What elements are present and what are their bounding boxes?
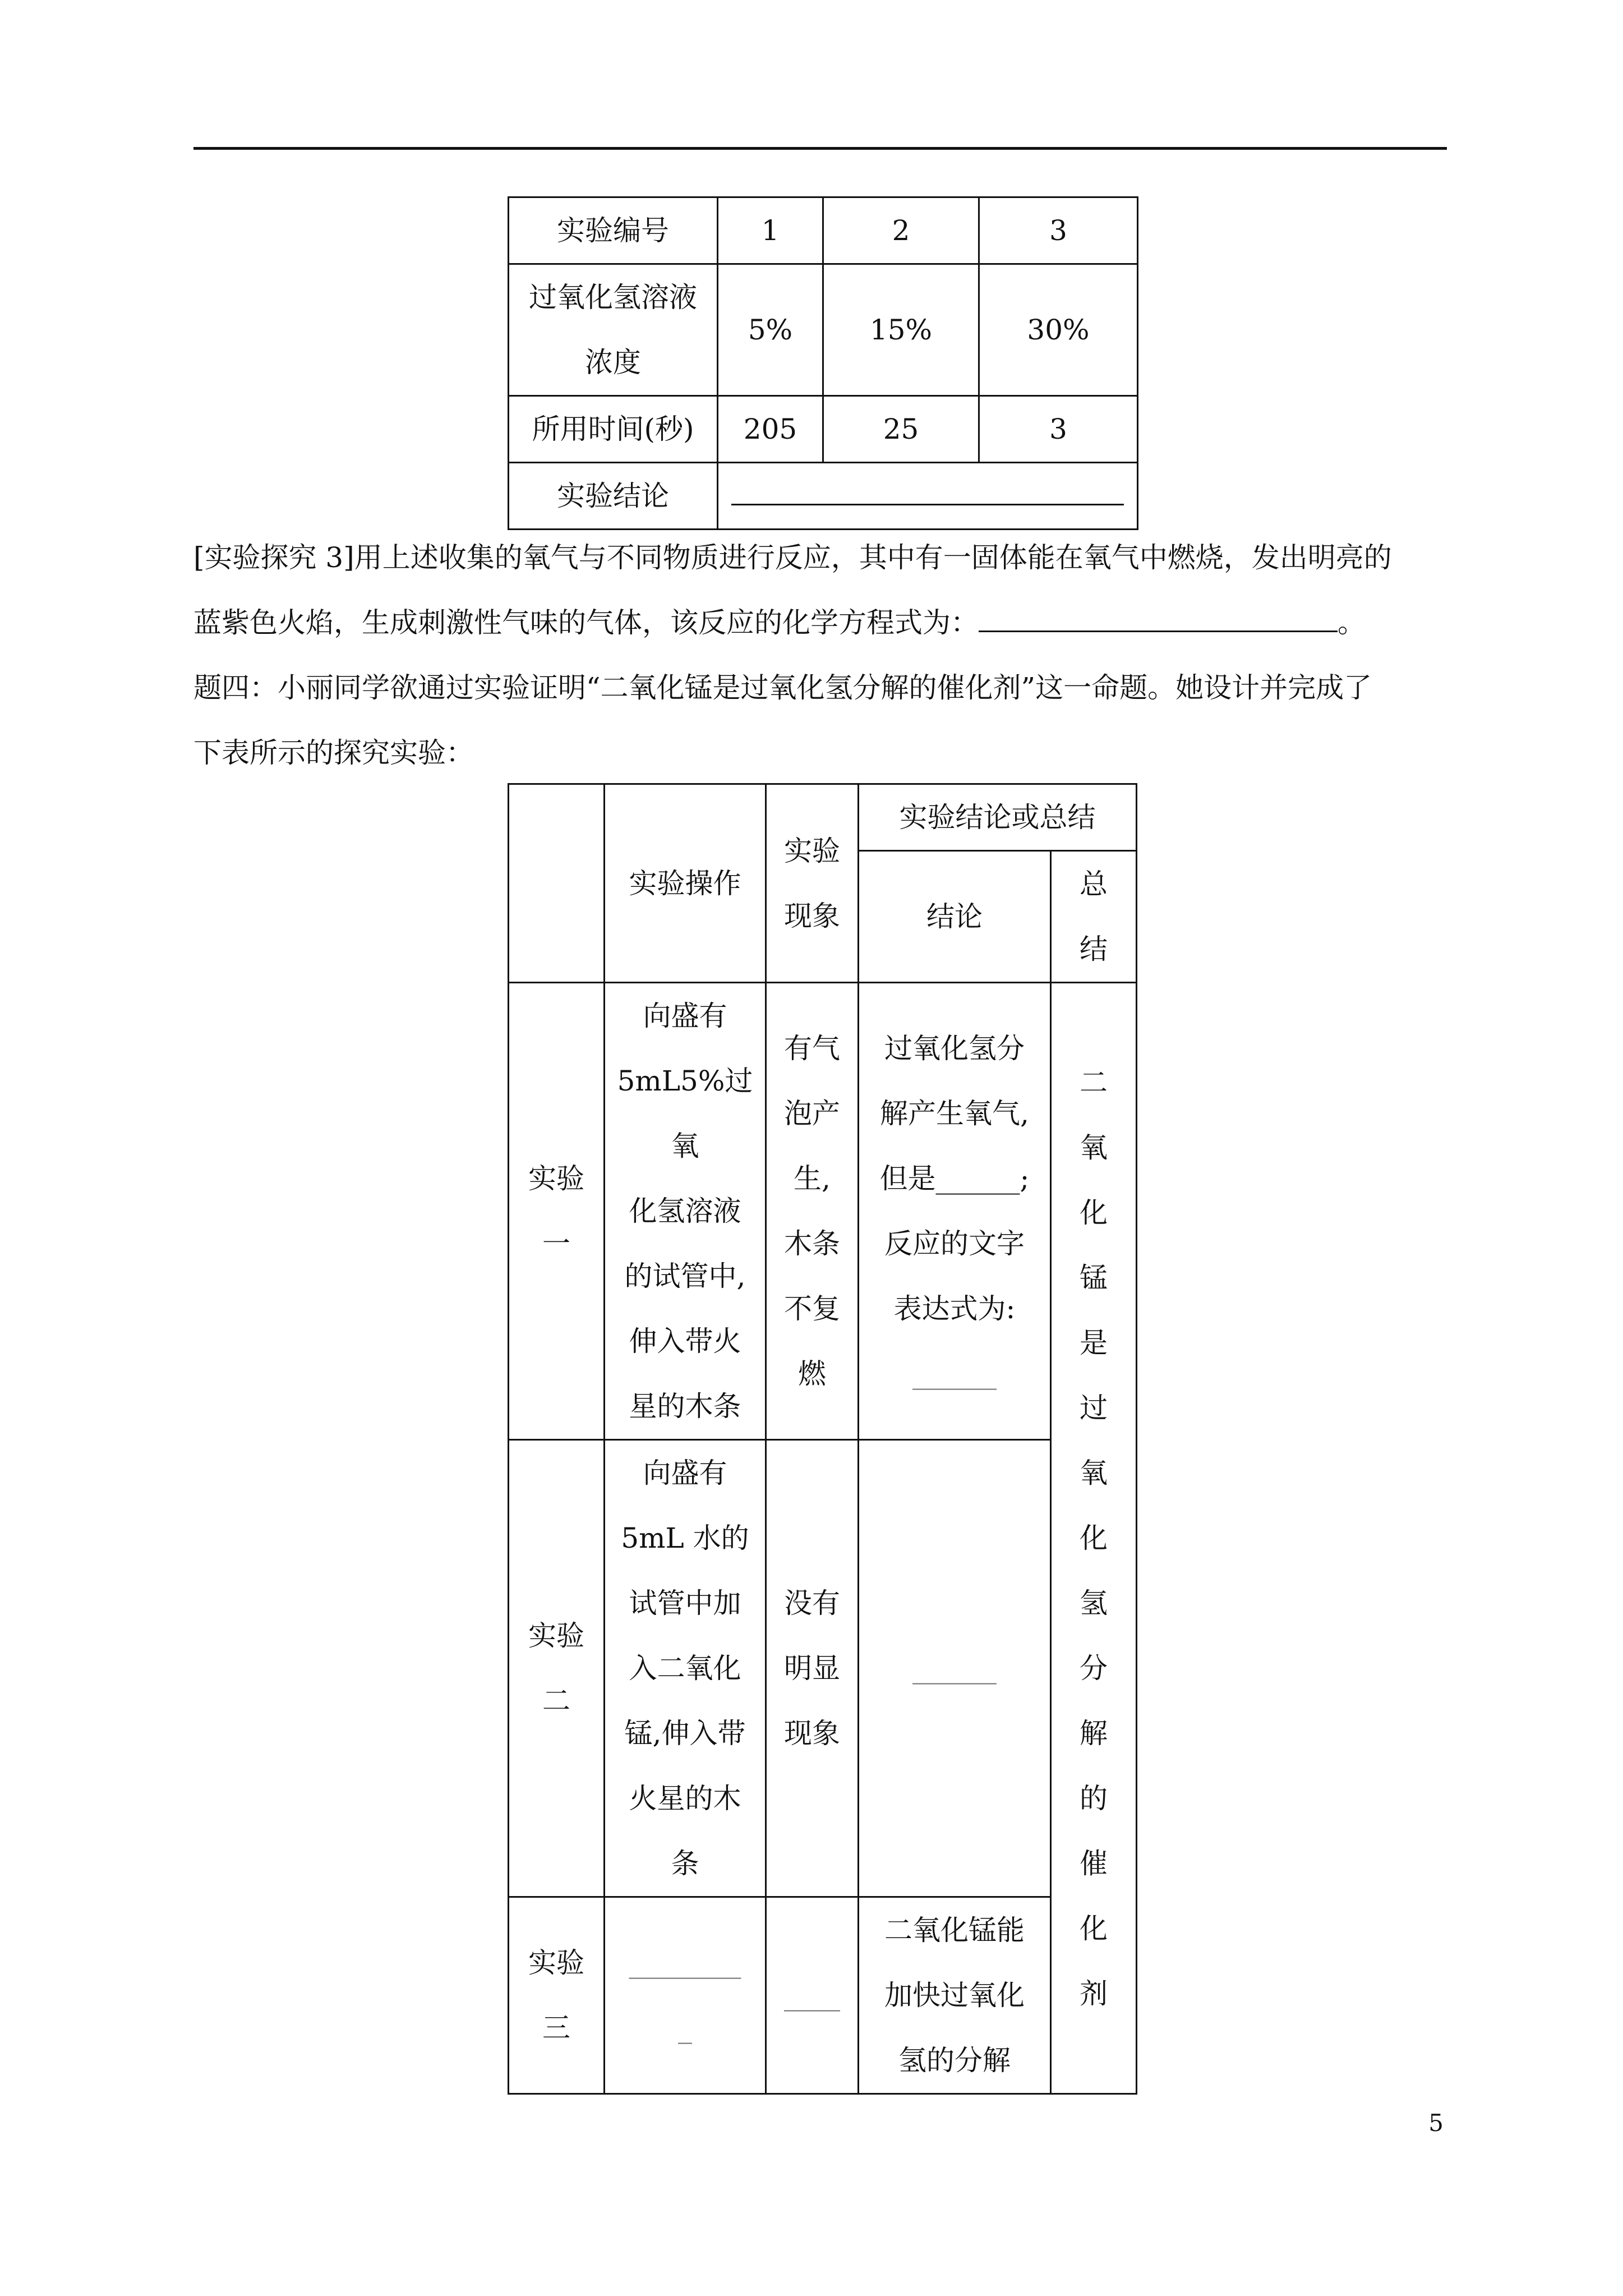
exp3-phenomenon: ____ bbox=[766, 1897, 859, 2094]
cell-conc-3: 30% bbox=[979, 264, 1138, 396]
cell-conc-1: 5% bbox=[718, 264, 823, 396]
cell-time-1: 205 bbox=[718, 396, 823, 463]
summary-column: 二 氧 化 锰 是 过 氧 化 氢 分 解 的 催 化 剂 bbox=[1051, 983, 1137, 2094]
cell-conclusion-blank bbox=[718, 463, 1138, 530]
header-phenomenon: 实验 现象 bbox=[766, 784, 859, 983]
page-number: 5 bbox=[1428, 2109, 1444, 2137]
equation-blank bbox=[979, 597, 1338, 632]
cell-time-label: 所用时间(秒) bbox=[509, 396, 718, 463]
paragraph-line: 蓝紫色火焰，生成刺激性气味的气体，该反应的化学方程式为： 。 bbox=[193, 590, 1444, 655]
exp1-operation: 向盛有 5mL5%过氧 化氢溶液 的试管中, 伸入带火 星的木条 bbox=[605, 983, 766, 1440]
answer-blank bbox=[731, 464, 1124, 505]
cell-time-3: 3 bbox=[979, 396, 1138, 463]
cell-time-2: 25 bbox=[823, 396, 979, 463]
exp2-operation: 向盛有 5mL 水的 试管中加 入二氧化 锰,伸入带 火星的木 条 bbox=[605, 1440, 766, 1897]
cell-exp-3: 3 bbox=[979, 197, 1138, 264]
header-conclusion-group: 实验结论或总结 bbox=[859, 784, 1137, 851]
cell-exp-number-label: 实验编号 bbox=[509, 197, 718, 264]
exp2-name: 实验 二 bbox=[509, 1440, 605, 1897]
cell-exp-1: 1 bbox=[718, 197, 823, 264]
exp2-phenomenon: 没有 明显 现象 bbox=[766, 1440, 859, 1897]
exp3-name: 实验 三 bbox=[509, 1897, 605, 2094]
header-summary: 总 结 bbox=[1051, 851, 1137, 983]
header-operation: 实验操作 bbox=[605, 784, 766, 983]
experiment-table bbox=[508, 783, 1137, 2095]
paragraph-line: 题四：小丽同学欲通过实验证明“二氧化锰是过氧化氢分解的催化剂”这一命题。她设计并完成了 bbox=[193, 671, 1372, 704]
paragraph-line: [实验探究 3]用上述收集的氧气与不同物质进行反应，其中有一固体能在氧气中燃烧，发出明亮的 bbox=[193, 541, 1392, 574]
exp1-phenomenon: 有气 泡产 生, 木条 不复 燃 bbox=[766, 983, 859, 1440]
cell-concentration-label: 过氧化氢溶液 浓度 bbox=[509, 264, 718, 396]
exp1-conclusion: 过氧化氢分 解产生氧气, 但是______; 反应的文字 表达式为: ______ bbox=[859, 983, 1051, 1440]
cell-exp-2: 2 bbox=[823, 197, 979, 264]
exp2-conclusion: ______ bbox=[859, 1440, 1051, 1897]
header-rule bbox=[193, 147, 1447, 150]
header-conclusion: 结论 bbox=[859, 851, 1051, 983]
exp3-conclusion: 二氧化锰能 加快过氧化 氢的分解 bbox=[859, 1897, 1051, 2094]
exp3-operation: ________ _ bbox=[605, 1897, 766, 2094]
header-empty bbox=[509, 784, 605, 983]
concentration-table bbox=[508, 196, 1138, 530]
paragraph-line: 下表所示的探究实验： bbox=[193, 737, 474, 769]
cell-conc-2: 15% bbox=[823, 264, 979, 396]
cell-conclusion-label: 实验结论 bbox=[509, 463, 718, 530]
exp1-name: 实验 一 bbox=[509, 983, 605, 1440]
